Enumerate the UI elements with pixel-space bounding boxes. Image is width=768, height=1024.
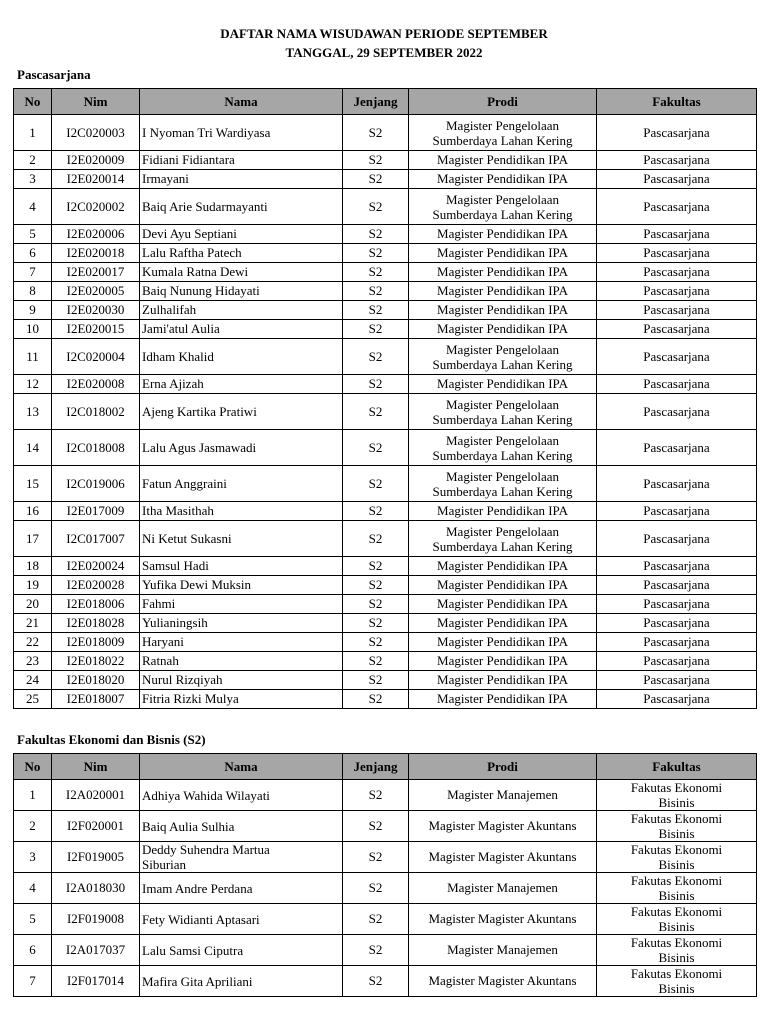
cell-fakultas-line2: Bisinis (658, 795, 695, 810)
cell-jenjang: S2 (343, 652, 409, 671)
cell-prodi (409, 339, 597, 375)
cell-nim: I2C018008 (52, 430, 140, 466)
table-row (14, 394, 757, 430)
cell-fakultas-line2: Bisinis (658, 981, 695, 996)
cell-no: 4 (14, 873, 52, 904)
cell-jenjang: S2 (343, 671, 409, 690)
cell-nama: Samsul Hadi (140, 557, 343, 576)
cell-nim: I2E020014 (52, 170, 140, 189)
cell-fakultas-line1: Fakutas Ekonomi (630, 966, 723, 981)
cell-jenjang: S2 (343, 966, 409, 997)
cell-prodi: Magister Pendidikan IPA (409, 244, 597, 263)
cell-prodi: Magister Pendidikan IPA (409, 614, 597, 633)
table-feb (13, 753, 757, 997)
cell-nama: Idham Khalid (140, 339, 343, 375)
cell-fakultas (597, 811, 757, 842)
cell-fakultas (597, 904, 757, 935)
cell-no: 7 (14, 966, 52, 997)
cell-nama: Yufika Dewi Muksin (140, 576, 343, 595)
cell-nama: Fitria Rizki Mulya (140, 690, 343, 709)
cell-fakultas: Pascasarjana (597, 671, 757, 690)
cell-jenjang: S2 (343, 225, 409, 244)
cell-no: 18 (14, 557, 52, 576)
col-header-nama: Nama (140, 754, 343, 780)
cell-jenjang: S2 (343, 263, 409, 282)
cell-prodi: Magister Pendidikan IPA (409, 301, 597, 320)
cell-nama: Ratnah (140, 652, 343, 671)
cell-nama (140, 873, 343, 904)
section-label-pascasarjana: Pascasarjana (17, 67, 91, 82)
cell-fakultas: Pascasarjana (597, 263, 757, 282)
cell-no: 7 (14, 263, 52, 282)
cell-jenjang: S2 (343, 842, 409, 873)
table-row (14, 671, 757, 690)
cell-prodi (409, 466, 597, 502)
table-row (14, 521, 757, 557)
table-row (14, 576, 757, 595)
table-pascasarjana (13, 88, 757, 709)
cell-prodi: Magister Pendidikan IPA (409, 375, 597, 394)
cell-prodi-line2: Sumberdaya Lahan Kering (432, 411, 573, 427)
col-header-no: No (14, 89, 52, 115)
cell-nim: I2E020030 (52, 301, 140, 320)
cell-nama: Baiq Nunung Hidayati (140, 282, 343, 301)
cell-nim: I2E020018 (52, 244, 140, 263)
table-row (14, 225, 757, 244)
cell-jenjang: S2 (343, 521, 409, 557)
cell-no: 24 (14, 671, 52, 690)
cell-nama (140, 780, 343, 811)
cell-no: 5 (14, 225, 52, 244)
cell-nim: I2E020028 (52, 576, 140, 595)
table-row (14, 652, 757, 671)
cell-no: 2 (14, 151, 52, 170)
cell-jenjang: S2 (343, 576, 409, 595)
cell-nim: I2E020024 (52, 557, 140, 576)
cell-jenjang: S2 (343, 595, 409, 614)
cell-no: 22 (14, 633, 52, 652)
cell-fakultas: Pascasarjana (597, 375, 757, 394)
cell-jenjang: S2 (343, 115, 409, 151)
table-row (14, 842, 757, 873)
cell-prodi: Magister Magister Akuntans (409, 966, 597, 997)
table-row (14, 466, 757, 502)
cell-jenjang: S2 (343, 320, 409, 339)
cell-prodi-line2: Sumberdaya Lahan Kering (432, 356, 573, 372)
cell-prodi: Magister Pendidikan IPA (409, 502, 597, 521)
table-row (14, 614, 757, 633)
table-row (14, 811, 757, 842)
col-header-no: No (14, 754, 52, 780)
cell-no: 8 (14, 282, 52, 301)
cell-jenjang: S2 (343, 935, 409, 966)
table-row (14, 430, 757, 466)
cell-no: 23 (14, 652, 52, 671)
cell-no: 3 (14, 170, 52, 189)
col-header-jenjang: Jenjang (343, 89, 409, 115)
cell-nim: I2C020002 (52, 189, 140, 225)
cell-no: 5 (14, 904, 52, 935)
cell-nim: I2E018007 (52, 690, 140, 709)
cell-nama-line1: Deddy Suhendra Martua (142, 842, 270, 857)
cell-no: 17 (14, 521, 52, 557)
cell-fakultas (597, 842, 757, 873)
cell-jenjang: S2 (343, 873, 409, 904)
cell-prodi (409, 430, 597, 466)
cell-jenjang: S2 (343, 690, 409, 709)
table-row (14, 873, 757, 904)
cell-nim: I2C019006 (52, 466, 140, 502)
table-row (14, 935, 757, 966)
cell-jenjang: S2 (343, 282, 409, 301)
cell-prodi-line1: Magister Pengelolaan (446, 468, 559, 484)
cell-prodi (409, 521, 597, 557)
cell-prodi: Magister Pendidikan IPA (409, 151, 597, 170)
cell-no: 15 (14, 466, 52, 502)
cell-prodi: Magister Manajemen (409, 780, 597, 811)
cell-nama: Haryani (140, 633, 343, 652)
cell-fakultas (597, 935, 757, 966)
cell-fakultas (597, 966, 757, 997)
cell-prodi-line1: Magister Pengelolaan (446, 396, 559, 412)
col-header-fakultas: Fakultas (597, 754, 757, 780)
cell-nim: I2E020017 (52, 263, 140, 282)
cell-nama: Yulianingsih (140, 614, 343, 633)
cell-no: 25 (14, 690, 52, 709)
cell-fakultas: Pascasarjana (597, 320, 757, 339)
cell-prodi-line2: Sumberdaya Lahan Kering (432, 132, 573, 148)
cell-nama: Irmayani (140, 170, 343, 189)
cell-jenjang: S2 (343, 151, 409, 170)
cell-no: 10 (14, 320, 52, 339)
cell-jenjang: S2 (343, 170, 409, 189)
cell-fakultas: Pascasarjana (597, 244, 757, 263)
col-header-prodi: Prodi (409, 754, 597, 780)
cell-nim: I2E018028 (52, 614, 140, 633)
cell-fakultas: Pascasarjana (597, 339, 757, 375)
cell-prodi-line2: Sumberdaya Lahan Kering (432, 483, 573, 499)
col-header-jenjang: Jenjang (343, 754, 409, 780)
table-row (14, 375, 757, 394)
cell-nim: I2E020005 (52, 282, 140, 301)
cell-nama (140, 935, 343, 966)
cell-no: 20 (14, 595, 52, 614)
cell-no: 6 (14, 244, 52, 263)
cell-nama: Fahmi (140, 595, 343, 614)
cell-fakultas: Pascasarjana (597, 521, 757, 557)
cell-fakultas-line2: Bisinis (658, 888, 695, 903)
cell-jenjang: S2 (343, 466, 409, 502)
cell-jenjang: S2 (343, 811, 409, 842)
col-header-nim: Nim (52, 89, 140, 115)
cell-nama-line1: Imam Andre Perdana (142, 880, 253, 896)
cell-nama: Devi Ayu Septiani (140, 225, 343, 244)
cell-nim: I2A017037 (52, 935, 140, 966)
col-header-fakultas: Fakultas (597, 89, 757, 115)
cell-nama: Erna Ajizah (140, 375, 343, 394)
cell-fakultas: Pascasarjana (597, 595, 757, 614)
cell-no: 1 (14, 115, 52, 151)
cell-fakultas-line1: Fakutas Ekonomi (630, 811, 723, 826)
cell-fakultas: Pascasarjana (597, 115, 757, 151)
cell-nama-line2: Siburian (142, 857, 187, 872)
cell-nama: Ni Ketut Sukasni (140, 521, 343, 557)
table-row (14, 244, 757, 263)
cell-nama: Kumala Ratna Dewi (140, 263, 343, 282)
col-header-nim: Nim (52, 754, 140, 780)
cell-fakultas: Pascasarjana (597, 225, 757, 244)
cell-nim: I2F017014 (52, 966, 140, 997)
cell-fakultas: Pascasarjana (597, 189, 757, 225)
table-row (14, 115, 757, 151)
cell-prodi: Magister Pendidikan IPA (409, 576, 597, 595)
cell-nim: I2E018009 (52, 633, 140, 652)
cell-jenjang: S2 (343, 244, 409, 263)
cell-nim: I2E018006 (52, 595, 140, 614)
table-row (14, 320, 757, 339)
table-row (14, 690, 757, 709)
cell-nama: Lalu Agus Jasmawadi (140, 430, 343, 466)
cell-fakultas (597, 873, 757, 904)
table-header-row (14, 89, 757, 115)
table-row (14, 904, 757, 935)
cell-prodi-line1: Magister Pengelolaan (446, 341, 559, 357)
cell-nim: I2F019005 (52, 842, 140, 873)
table-row (14, 282, 757, 301)
table-row (14, 263, 757, 282)
cell-nim: I2A020001 (52, 780, 140, 811)
cell-nim: I2E018020 (52, 671, 140, 690)
cell-nama-line1: Adhiya Wahida Wilayati (142, 787, 270, 803)
cell-nim: I2C017007 (52, 521, 140, 557)
cell-fakultas: Pascasarjana (597, 690, 757, 709)
cell-fakultas (597, 780, 757, 811)
cell-nim: I2A018030 (52, 873, 140, 904)
cell-prodi: Magister Pendidikan IPA (409, 671, 597, 690)
cell-jenjang: S2 (343, 189, 409, 225)
cell-prodi-line2: Sumberdaya Lahan Kering (432, 538, 573, 554)
cell-jenjang: S2 (343, 301, 409, 320)
cell-jenjang: S2 (343, 780, 409, 811)
cell-prodi (409, 394, 597, 430)
cell-nama-line1: Fety Widianti Aptasari (142, 911, 260, 927)
cell-no: 14 (14, 430, 52, 466)
cell-jenjang: S2 (343, 394, 409, 430)
table-row (14, 595, 757, 614)
cell-fakultas: Pascasarjana (597, 151, 757, 170)
table-row (14, 633, 757, 652)
cell-nim: I2C018002 (52, 394, 140, 430)
section-label-feb: Fakultas Ekonomi dan Bisnis (S2) (17, 732, 206, 747)
cell-nim: I2E020015 (52, 320, 140, 339)
table-row (14, 339, 757, 375)
cell-nama: Lalu Raftha Patech (140, 244, 343, 263)
cell-nama: I Nyoman Tri Wardiyasa (140, 115, 343, 151)
cell-fakultas: Pascasarjana (597, 170, 757, 189)
cell-fakultas-line2: Bisinis (658, 857, 695, 872)
cell-jenjang: S2 (343, 557, 409, 576)
cell-fakultas-line1: Fakutas Ekonomi (630, 935, 723, 950)
cell-prodi: Magister Pendidikan IPA (409, 652, 597, 671)
cell-prodi: Magister Magister Akuntans (409, 811, 597, 842)
cell-prodi: Magister Pendidikan IPA (409, 263, 597, 282)
cell-prodi-line2: Sumberdaya Lahan Kering (432, 206, 573, 222)
cell-prodi-line1: Magister Pengelolaan (446, 191, 559, 207)
cell-nim: I2C020004 (52, 339, 140, 375)
cell-fakultas-line2: Bisinis (658, 919, 695, 934)
cell-no: 12 (14, 375, 52, 394)
cell-nim: I2F019008 (52, 904, 140, 935)
cell-no: 11 (14, 339, 52, 375)
cell-prodi-line1: Magister Pengelolaan (446, 523, 559, 539)
cell-nama: Jami'atul Aulia (140, 320, 343, 339)
cell-nama (140, 811, 343, 842)
cell-nama: Nurul Rizqiyah (140, 671, 343, 690)
cell-jenjang: S2 (343, 375, 409, 394)
table-row (14, 966, 757, 997)
cell-jenjang: S2 (343, 339, 409, 375)
cell-jenjang: S2 (343, 502, 409, 521)
cell-no: 1 (14, 780, 52, 811)
cell-fakultas: Pascasarjana (597, 430, 757, 466)
cell-fakultas: Pascasarjana (597, 502, 757, 521)
cell-no: 21 (14, 614, 52, 633)
cell-fakultas: Pascasarjana (597, 466, 757, 502)
cell-nim: I2C020003 (52, 115, 140, 151)
cell-prodi-line1: Magister Pengelolaan (446, 432, 559, 448)
cell-fakultas: Pascasarjana (597, 576, 757, 595)
cell-nama-line1: Lalu Samsi Ciputra (142, 942, 244, 958)
cell-no: 13 (14, 394, 52, 430)
cell-fakultas-line2: Bisinis (658, 950, 695, 965)
cell-fakultas-line1: Fakutas Ekonomi (630, 873, 723, 888)
cell-no: 16 (14, 502, 52, 521)
cell-nim: I2E018022 (52, 652, 140, 671)
cell-prodi: Magister Manajemen (409, 873, 597, 904)
cell-no: 9 (14, 301, 52, 320)
cell-fakultas-line1: Fakutas Ekonomi (630, 904, 723, 919)
cell-nama (140, 842, 343, 873)
cell-fakultas-line1: Fakutas Ekonomi (630, 780, 723, 795)
cell-fakultas: Pascasarjana (597, 652, 757, 671)
cell-nama: Fidiani Fidiantara (140, 151, 343, 170)
cell-fakultas: Pascasarjana (597, 301, 757, 320)
table-row (14, 151, 757, 170)
cell-prodi: Magister Pendidikan IPA (409, 320, 597, 339)
cell-prodi (409, 115, 597, 151)
cell-nim: I2E020006 (52, 225, 140, 244)
cell-fakultas: Pascasarjana (597, 633, 757, 652)
cell-fakultas-line2: Bisinis (658, 826, 695, 841)
table-row (14, 301, 757, 320)
cell-prodi-line1: Magister Pengelolaan (446, 117, 559, 133)
cell-nama: Zulhalifah (140, 301, 343, 320)
cell-jenjang: S2 (343, 430, 409, 466)
cell-no: 2 (14, 811, 52, 842)
cell-nim: I2E017009 (52, 502, 140, 521)
cell-nim: I2E020008 (52, 375, 140, 394)
cell-no: 4 (14, 189, 52, 225)
table-row (14, 189, 757, 225)
cell-nama (140, 966, 343, 997)
document-title: DAFTAR NAMA WISUDAWAN PERIODE SEPTEMBER (220, 26, 548, 41)
document-date: TANGGAL, 29 SEPTEMBER 2022 (285, 45, 483, 60)
cell-no: 3 (14, 842, 52, 873)
cell-fakultas: Pascasarjana (597, 394, 757, 430)
cell-no: 19 (14, 576, 52, 595)
cell-prodi: Magister Pendidikan IPA (409, 557, 597, 576)
col-header-nama: Nama (140, 89, 343, 115)
cell-nama: Ajeng Kartika Pratiwi (140, 394, 343, 430)
cell-nama (140, 904, 343, 935)
cell-fakultas: Pascasarjana (597, 614, 757, 633)
table-header-row (14, 754, 757, 780)
cell-prodi (409, 189, 597, 225)
cell-prodi: Magister Pendidikan IPA (409, 170, 597, 189)
cell-nim: I2F020001 (52, 811, 140, 842)
cell-prodi: Magister Pendidikan IPA (409, 633, 597, 652)
cell-prodi: Magister Pendidikan IPA (409, 282, 597, 301)
cell-jenjang: S2 (343, 904, 409, 935)
cell-prodi: Magister Magister Akuntans (409, 842, 597, 873)
table-row (14, 502, 757, 521)
cell-nama-line1: Baiq Aulia Sulhia (142, 818, 235, 834)
table-row (14, 170, 757, 189)
cell-prodi: Magister Magister Akuntans (409, 904, 597, 935)
cell-prodi-line2: Sumberdaya Lahan Kering (432, 447, 573, 463)
cell-prodi: Magister Pendidikan IPA (409, 690, 597, 709)
cell-nama-line1: Mafira Gita Apriliani (142, 973, 253, 989)
table-row (14, 780, 757, 811)
cell-prodi: Magister Pendidikan IPA (409, 595, 597, 614)
cell-fakultas: Pascasarjana (597, 557, 757, 576)
cell-fakultas: Pascasarjana (597, 282, 757, 301)
table-row (14, 557, 757, 576)
cell-prodi: Magister Pendidikan IPA (409, 225, 597, 244)
cell-fakultas-line1: Fakutas Ekonomi (630, 842, 723, 857)
cell-jenjang: S2 (343, 614, 409, 633)
cell-nama: Baiq Arie Sudarmayanti (140, 189, 343, 225)
cell-no: 6 (14, 935, 52, 966)
cell-nama: Fatun Anggraini (140, 466, 343, 502)
col-header-prodi: Prodi (409, 89, 597, 115)
cell-jenjang: S2 (343, 633, 409, 652)
cell-nim: I2E020009 (52, 151, 140, 170)
cell-prodi: Magister Manajemen (409, 935, 597, 966)
cell-nama: Itha Masithah (140, 502, 343, 521)
